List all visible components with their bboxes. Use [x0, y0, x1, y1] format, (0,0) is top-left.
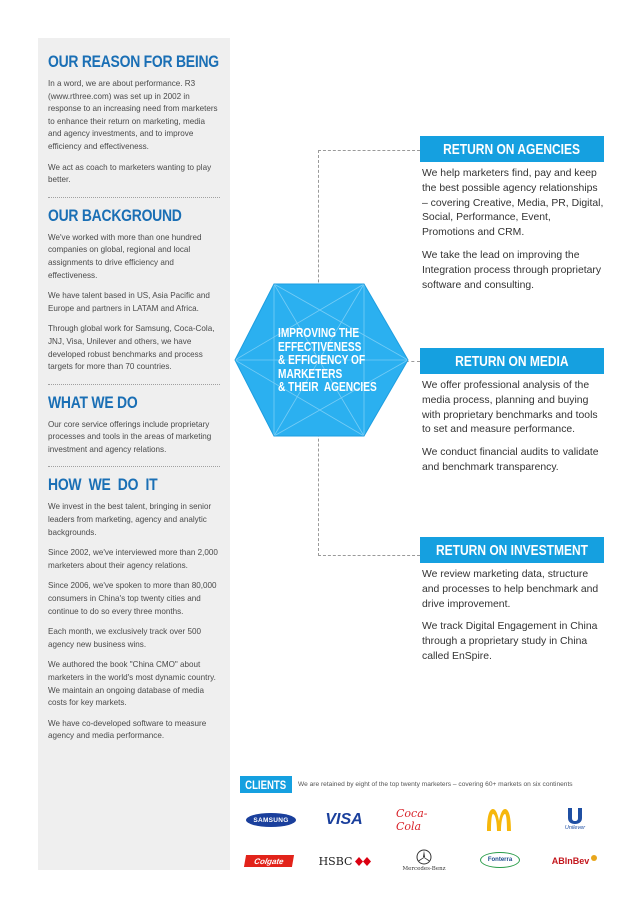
cocacola-logo — [396, 807, 446, 833]
what-paragraph-1: Our core service offerings include proprietary processes and tools in the areas of marketing investment and agency relations. — [48, 419, 212, 454]
background-paragraph-1: We've worked with more than one hundred companies on global, regional and local assignments to drive efficiency and effectiveness. — [48, 232, 202, 280]
reason-paragraph-2: We act as coach to marketers wanting to play better. — [48, 162, 212, 185]
investment-paragraph-2: We track Digital Engagement in China through a proprietary study in China called EnSpire. — [422, 621, 598, 662]
heading-how-we-do-it: HOW WE DO IT — [48, 475, 158, 495]
section-return-on-media — [420, 348, 604, 476]
divider — [48, 197, 220, 198]
reason-paragraph-1: In a word, we are about performance. R3 (www.rthree.com) was set up in 2002 in response to an increasing need from marketers to enhance their return on marketing, media and agency investments, and to improve efficiency and effectiveness. — [48, 79, 218, 151]
cocacola-logo-text: Coca-Cola — [396, 807, 428, 833]
clients-note: We are retained by eight of the top twenty marketers – covering 60+ markets on six continents — [298, 781, 573, 788]
clients-label: CLIENTS — [245, 777, 287, 792]
hexagon-caption — [278, 326, 379, 394]
media-paragraph-1: We offer professional analysis of the media process, planning and buying with proprietary benchmarks and tools to set and measure performance. — [422, 380, 598, 436]
media-paragraph-2: We conduct financial audits to validate and benchmark transparency. — [422, 447, 599, 473]
how-paragraph-4: Each month, we exclusively track over 500 agency new business wins. — [48, 627, 201, 649]
unilever-logo-text: Unilever — [564, 825, 586, 831]
visa-logo-text: VISA — [325, 811, 363, 828]
agencies-paragraph-1: We help marketers find, pay and keep the best possible agency relationships – covering Creative, Media, PR, Digital, Social, Performance, Event, Promotions and CRM. — [422, 168, 604, 239]
agencies-title-bar — [420, 136, 604, 162]
hexagon-line-1: IMPROVING THE — [278, 325, 360, 340]
heading-what-we-do: WHAT WE DO — [48, 392, 138, 412]
hexagon-graphic — [232, 280, 412, 440]
mercedes-star-icon — [416, 849, 432, 865]
clients-label-box — [240, 776, 292, 793]
how-paragraph-6: We have co-developed software to measure agency and media performance. — [48, 718, 207, 741]
connector-top — [318, 150, 420, 151]
media-title-bar — [420, 348, 604, 374]
media-title: RETURN ON MEDIA — [455, 352, 569, 370]
heading-reason: OUR REASON FOR BEING — [48, 52, 219, 71]
hsbc-logo — [314, 852, 376, 870]
heading-background: OUR BACKGROUND — [48, 205, 182, 225]
investment-title-bar — [420, 537, 604, 563]
hexagon-line-4: MARKETERS — [278, 365, 343, 381]
how-paragraph-3: Since 2006, we've spoken to more than 80,000 consumers in China's top twenty cities and continue to do so every three months. — [48, 581, 217, 616]
clients-section — [240, 776, 610, 872]
how-paragraph-2: Since 2002, we've interviewed more than 2,000 marketers about their agency relations. — [48, 548, 218, 570]
investment-title: RETURN ON INVESTMENT — [436, 541, 589, 559]
hsbc-logo-text: HSBC — [318, 854, 353, 868]
background-paragraph-3: Through global work for Samsung, Coca-Cola, JNJ, Visa, Unilever and others, we have developed robust benchmarks and process targets for more than 70 countries. — [48, 324, 215, 372]
abinbev-logo — [550, 850, 600, 872]
agencies-title: RETURN ON AGENCIES — [443, 140, 581, 158]
connector-bottom — [318, 555, 420, 556]
hexagon-line-5: & THEIR AGENCIES — [278, 379, 377, 395]
mcdonalds-arches-icon — [485, 807, 513, 831]
mercedes-logo-text: Mercedes-Benz — [402, 865, 446, 872]
hsbc-hexagon-icon — [355, 857, 371, 866]
background-paragraph-2: We have talent based in US, Asia Pacific and Europe and partners in LATAM and Africa. — [48, 291, 210, 313]
agencies-paragraph-2: We take the lead on improving the Integration process through proprietary software and consulting. — [422, 249, 602, 291]
divider — [48, 466, 220, 467]
visa-logo — [320, 810, 368, 830]
hexagon-line-2: EFFECTIVENESS — [278, 338, 362, 354]
samsung-logo-text: SAMSUNG — [253, 816, 289, 824]
colgate-logo-text: Colgate — [253, 856, 285, 866]
sidebar — [38, 38, 230, 870]
colgate-logo — [244, 854, 294, 868]
abinbev-star-icon — [590, 854, 598, 862]
unilever-u-icon — [566, 807, 584, 825]
abinbev-logo-text: ABInBev — [551, 856, 590, 866]
client-logos — [240, 804, 610, 884]
section-return-on-agencies — [420, 136, 604, 293]
section-return-on-investment — [420, 537, 604, 665]
samsung-logo — [246, 812, 296, 828]
clients-header — [240, 776, 610, 793]
hexagon-line-3: & EFFICIENCY OF — [278, 352, 366, 368]
fonterra-logo — [478, 850, 522, 870]
fonterra-logo-text: Fonterra — [487, 857, 513, 863]
mercedes-logo — [396, 844, 452, 876]
how-paragraph-1: We invest in the best talent, bringing in senior leaders from marketing, agency and analytic backgrounds. — [48, 502, 212, 537]
unilever-logo — [558, 804, 592, 834]
divider — [48, 384, 220, 385]
mcdonalds-logo — [482, 806, 516, 832]
investment-paragraph-1: We review marketing data, structure and processes to help benchmark and drive improvement. — [422, 569, 599, 610]
how-paragraph-5: We authored the book "China CMO" about marketers in the world's most dynamic country. We maintain an ongoing database of media costs for key markets. — [48, 660, 216, 708]
